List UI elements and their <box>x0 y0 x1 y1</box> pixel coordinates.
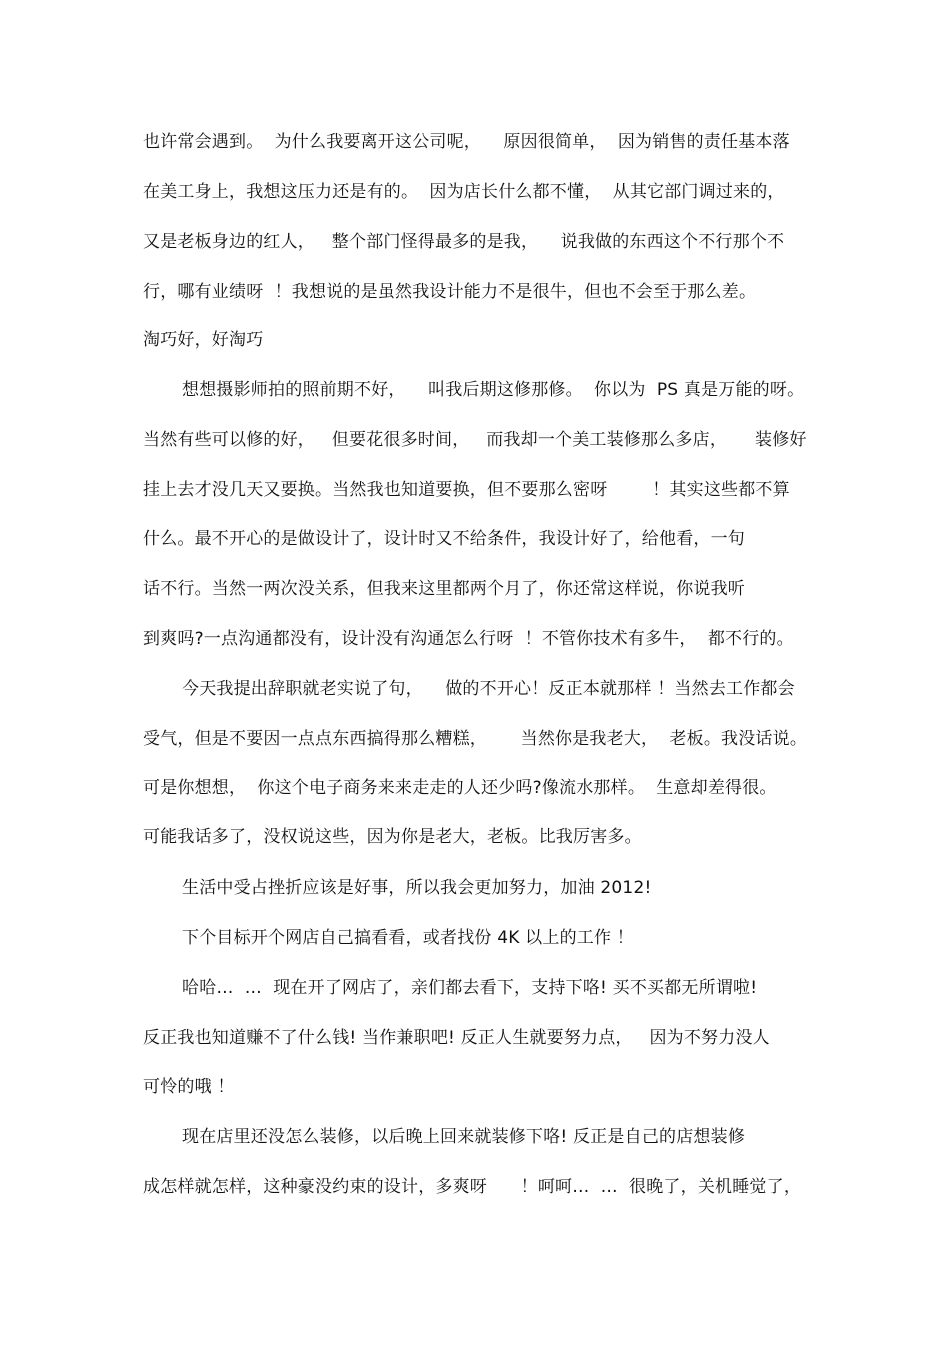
text-line: 可能我话多了，没权说这些，因为你是老大，老板。比我厉害多。 <box>143 827 642 847</box>
text-line: 现在店里还没怎么装修，以后晚上回来就装修下咯! 反正是自己的店想装修 <box>182 1127 746 1147</box>
text-line: 又是老板身边的红人， 整个部门怪得最多的是我， 说我做的东西这个不行那个不 <box>143 232 785 252</box>
text-line: 当然有些可以修的好， 但要花很多时间， 而我却一个美工装修那么多店， 装修好 <box>143 430 807 450</box>
text-line: 成怎样就怎样，这种豪没约束的设计，多爽呀 ！呵呵… … 很晚了，关机睡觉了， <box>143 1177 802 1197</box>
text-line: 可怜的哦 ！ <box>143 1077 235 1097</box>
text-line: 受气，但是不要因一点点东西搞得那么糟糕， 当然你是我老大， 老板。我没话说。 <box>143 729 808 749</box>
text-line: 今天我提出辞职就老实说了句， 做的不开心！反正本就那样 ！当然去工作都会 <box>182 679 795 699</box>
text-line: 哈哈… … 现在开了网店了，亲们都去看下，支持下咯! 买不买都无所谓啦! <box>182 978 758 998</box>
text-line: 话不行。当然一两次没关系，但我来这里都两个月了，你还常这样说，你说我听 <box>143 579 745 599</box>
text-line: 挂上去才没几天又要换。当然我也知道要换，但不要那么密呀 ！其实这些都不算 <box>143 480 790 500</box>
text-line: 想想摄影师拍的照前期不好， 叫我后期这修那修。 你以为 PS 真是万能的呀。 <box>182 380 805 400</box>
text-line: 可是你想想， 你这个电子商务来来走走的人还少吗?像流水那样。 生意却差得很。 <box>143 778 777 798</box>
text-line: 也许常会遇到。 为什么我要离开这公司呢， 原因很简单， 因为销售的责任基本落 <box>143 132 790 152</box>
text-line: 到爽吗?一点沟通都没有，设计没有沟通怎么行呀 ！不管你技术有多牛， 都不行的。 <box>143 629 794 649</box>
text-line: 反正我也知道赚不了什么钱! 当作兼职吧! 反正人生就要努力点， 因为不努力没人 <box>143 1028 770 1048</box>
text-line: 生活中受占挫折应该是好事，所以我会更加努力，加油 2012! <box>182 878 652 898</box>
text-line: 下个目标开个网店自己搞看看，或者找份 4K 以上的工作 ！ <box>182 928 634 948</box>
text-line: 行，哪有业绩呀 ！我想说的是虽然我设计能力不是很牛，但也不会至于那么差。 <box>143 282 757 302</box>
text-line: 在美工身上，我想这压力还是有的。 因为店长什么都不懂， 从其它部门调过来的， <box>143 182 785 202</box>
text-line: 什么。最不开心的是做设计了，设计时又不给条件，我设计好了，给他看，一句 <box>143 529 745 549</box>
heading-line: 淘巧好，好淘巧 <box>143 330 264 350</box>
